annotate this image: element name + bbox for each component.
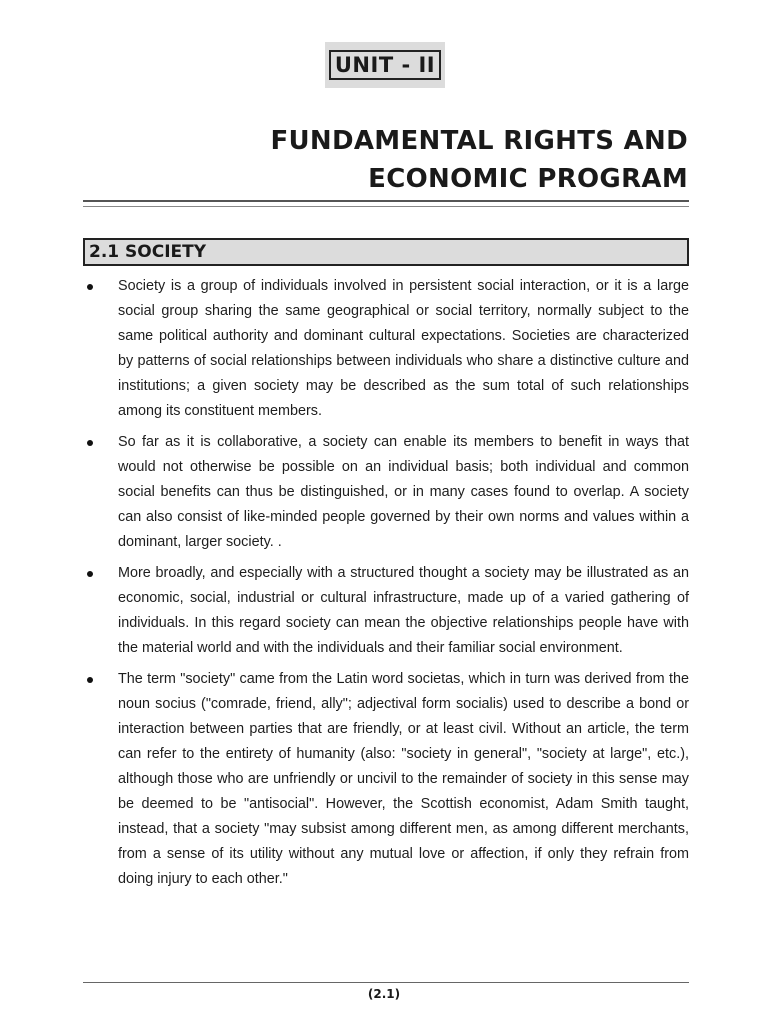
bullet-text: The term "society" came from the Latin word societas, which in turn was derived from the noun socius ("comrade, friend, ally"; adjectival form socialis) used to describe a bond or interaction between parties that are friendly, or at least civil. Without an article, the term can refer to the entirety of humanity (also: "society in general", "society at large", etc.), although those who are unfriendly or uncivil to the remainder of society in this sense may be deemed to be "antisocial". However, the Scottish economist, Adam Smith taught, instead, that a society "may subsist among different men, as among different merchants, from a sense of its utility without any mutual love or affection, if only they refrain from doing injury to each other." <box>118 671 689 887</box>
bullet-dot-icon <box>87 677 93 683</box>
section-heading: 2.1 SOCIETY <box>89 242 207 262</box>
bullet-item <box>83 274 689 424</box>
section-heading-bar <box>83 238 689 266</box>
unit-label: UNIT - II <box>329 50 441 80</box>
chapter-title <box>168 122 688 198</box>
chapter-title-line-2: ECONOMIC PROGRAM <box>368 164 688 194</box>
bullet-text: More broadly, and especially with a structured thought a society may be illustrated as an economic, social, industrial or cultural infrastructure, made up of a varied gathering of individuals. In this regard society can mean the objective relationships people have with the material world and with the individuals and their familiar social environment. <box>118 565 689 656</box>
footer-divider <box>83 982 689 983</box>
title-divider-secondary <box>83 206 689 207</box>
bullet-item <box>83 667 689 892</box>
chapter-title-line-1: FUNDAMENTAL RIGHTS AND <box>270 126 688 156</box>
page-number: (2.1) <box>367 987 401 1001</box>
title-divider <box>83 200 689 202</box>
bullet-text: So far as it is collaborative, a society can enable its members to benefit in ways that would not otherwise be possible on an individual basis; both individual and common social benefits can thus be distinguished, or in many cases found to overlap. A society can also consist of like-minded people governed by their own norms and values within a dominant, larger society. . <box>118 434 689 550</box>
bullet-item <box>83 561 689 661</box>
bullet-dot-icon <box>87 440 93 446</box>
bullet-dot-icon <box>87 571 93 577</box>
bullet-item <box>83 430 689 555</box>
bullet-text: Society is a group of individuals involved in persistent social interaction, or it is a large social group sharing the same geographical or social territory, normally subject to the same political authority and dominant cultural expectations. Societies are characterized by patterns of social relationships between individuals who share a distinctive culture and institutions; a given society may be described as the sum total of such relationships among its constituent members. <box>118 278 689 419</box>
bullet-list <box>83 274 689 892</box>
unit-label-box <box>325 42 445 88</box>
section-body <box>83 274 689 898</box>
bullet-dot-icon <box>87 284 93 290</box>
